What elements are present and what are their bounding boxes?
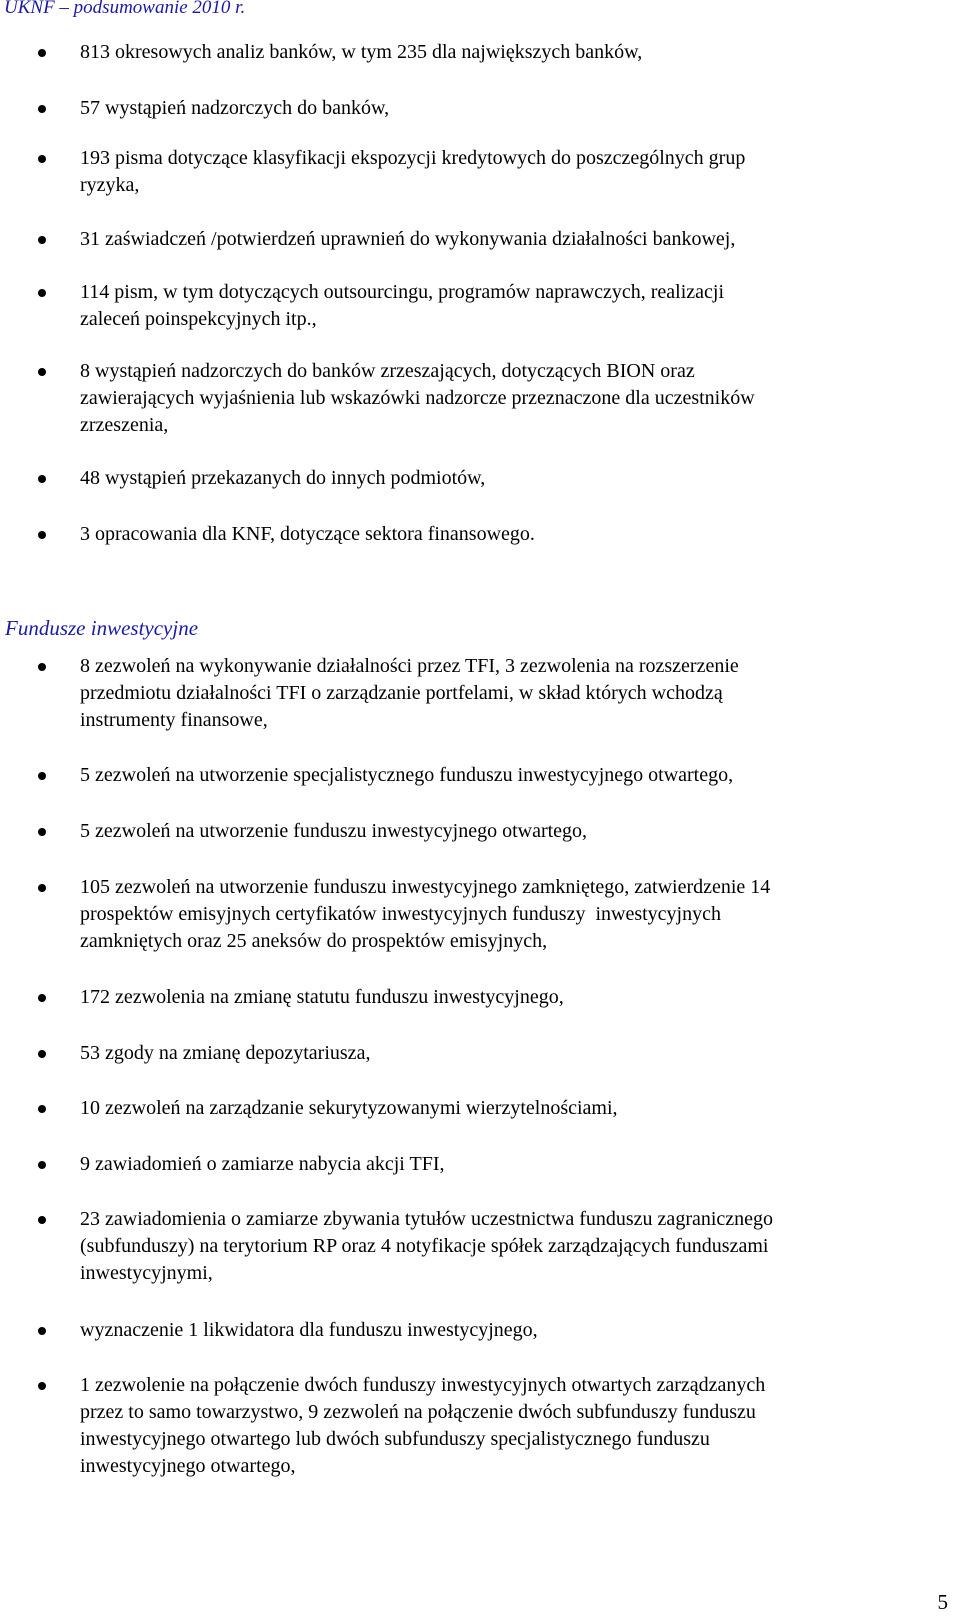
list-item [80,39,955,66]
list-item [80,984,955,1011]
bullet-icon [38,49,46,57]
bullet-icon [38,772,46,780]
list-item-text: 105 zezwoleń na utworzenie funduszu inwestycyjnego zamkniętego, zatwierdzenie 14 prospektów emisyjnych certyfikatów inwestycyjnych funduszy inwestycyjnych zamkniętych oraz 25 aneksów do prospektów emisyjnych, [80,876,771,952]
list-item-text: 5 zezwoleń na utworzenie specjalistycznego funduszu inwestycyjnego otwartego, [80,764,734,786]
bullet-icon [38,994,46,1002]
list-item-text: wyznaczenie 1 likwidatora dla funduszu inwestycyjnego, [80,1319,538,1341]
list-item [80,1317,955,1344]
bullet-icon [38,368,46,376]
list-item-text: 57 wystąpień nadzorczych do banków, [80,97,390,119]
list-item [80,226,955,253]
list-item [80,358,955,439]
bullet-icon [38,1105,46,1113]
list-item-text: 813 okresowych analiz banków, w tym 235 dla największych banków, [80,41,643,63]
list-item-text: 10 zezwoleń na zarządzanie sekurytyzowanymi wierzytelnościami, [80,1097,618,1119]
bullet-icon [38,155,46,163]
list-item-text: 172 zezwolenia na zmianę statutu funduszu inwestycyjnego, [80,986,564,1008]
bullet-icon [38,1050,46,1058]
bullet-icon [38,531,46,539]
section-heading: Fundusze inwestycyjne [5,616,199,640]
list-item [80,874,955,955]
list-item [80,465,955,492]
list-item [80,521,955,548]
list-item [80,1372,955,1480]
list-item [80,1206,955,1287]
list-item-text: 48 wystąpień przekazanych do innych podmiotów, [80,467,486,489]
list-item-text: 53 zgody na zmianę depozytariusza, [80,1042,371,1064]
list-item [80,653,955,734]
running-header: UKNF – podsumowanie 2010 r. [4,0,246,18]
bullet-icon [38,236,46,244]
list-item-text: 23 zawiadomienia o zamiarze zbywania tytułów uczestnictwa funduszu zagranicznego (subfunduszy) na terytorium RP oraz 4 notyfikacje spółek zarządzających funduszami inwestycyjnymi, [80,1208,774,1284]
list-item-text: 9 zawiadomień o zamiarze nabycia akcji TFI, [80,1153,445,1175]
list-item [80,1040,955,1067]
list-item-text: 8 wystąpień nadzorczych do banków zrzeszających, dotyczących BION oraz zawierających wyjaśnienia lub wskazówki nadzorcze przeznaczone dla uczestników zrzeszenia, [80,360,755,436]
list-item [80,1095,955,1122]
bullet-icon [38,884,46,892]
list-item-text: 8 zezwoleń na wykonywanie działalności przez TFI, 3 zezwolenia na rozszerzenie przedmiotu działalności TFI o zarządzanie portfelami, w skład których wchodzą instrumenty finansowe, [80,655,739,731]
bullet-icon [38,828,46,836]
list-item-text: 3 opracowania dla KNF, dotyczące sektora finansowego. [80,523,535,545]
bullet-icon [38,1161,46,1169]
bullet-icon [38,1382,46,1390]
bullet-icon [38,663,46,671]
bullet-icon [38,1216,46,1224]
page-number: 5 [937,1590,948,1614]
list-item-text: 31 zaświadczeń /potwierdzeń uprawnień do wykonywania działalności bankowej, [80,228,736,250]
list-item [80,818,955,845]
list-item [80,1151,955,1178]
bullet-icon [38,289,46,297]
list-item [80,762,955,789]
bullet-icon [38,105,46,113]
list-item [80,279,955,333]
list-item-text: 114 pism, w tym dotyczących outsourcingu, programów naprawczych, realizacji zaleceń poinspekcyjnych itp., [80,281,725,330]
list-item-text: 1 zezwolenie na połączenie dwóch funduszy inwestycyjnych otwartych zarządzanych przez to samo towarzystwo, 9 zezwoleń na połączenie dwóch subfunduszy funduszu inwestycyjnego otwartego lub dwóch subfunduszy specjalistycznego funduszu inwestycyjnego otwartego, [80,1374,766,1477]
list-item-text: 193 pisma dotyczące klasyfikacji ekspozycji kredytowych do poszczególnych grup ryzyka, [80,147,746,196]
bullet-icon [38,1327,46,1335]
bullet-icon [38,475,46,483]
list-item [80,145,955,199]
list-item [80,95,955,122]
list-item-text: 5 zezwoleń na utworzenie funduszu inwestycyjnego otwartego, [80,820,588,842]
